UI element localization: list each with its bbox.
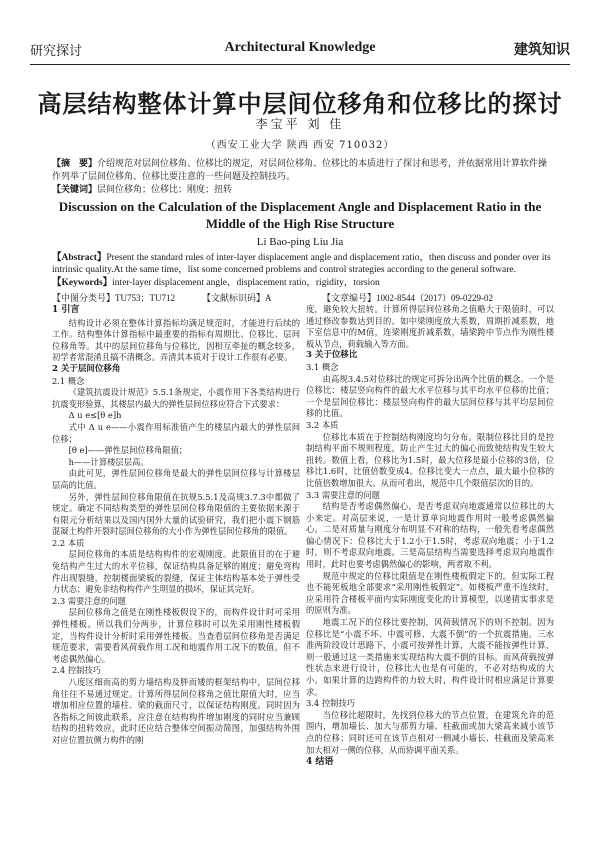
doc-code: 【文献标识码】A [202, 293, 272, 303]
paragraph: 位移比本质在于控制结构刚度均匀分布。限制位移比目的是控制结构平面不规则程度，防止产生过大的偏心而致使结构发生较大扭转。数值上看，位移比为1.5时，最大位移是最小位移的3倍，位移比1.6时，比值倍数变成4。位移比变大一点点，最大最小位移的比值倍数增加很大。从而可看出，规范中几个限值层次的目的。 [306, 431, 554, 488]
paper-title: 高层结构整体计算中层间位移角和位移比的探讨 [37, 89, 563, 118]
paragraph: 规范中规定的位移比限值是在刚性楼板假定下的。但实际工程也不能死板地全部要求“采用刚性板假定”。如楼板严重不连续时，应采用符合楼板平面内实际刚度变化的计算模型，以递猜实事求是的原则为准。 [306, 570, 554, 616]
keywords-en [52, 277, 552, 289]
paragraph: 当位移比超限时，先找到位移大的节点位置，在建筑允许的范围内，增加墙长、加大与那剪力墙、柱截面或加大梁高来减小该节点的位移；同时还可在该节点相对一侧减小墙长、柱截面及梁高来加大相对一侧的位移，从而协调平面关系。 [306, 709, 554, 755]
section-heading: 2 关于层间位移角 [52, 363, 121, 374]
paragraph: 结构是否考虑偶然偏心，是否考虑双向地震通常以位移比的大小来定。对高层来说，一是计算单向地震作用时一般考虑偶然偏心。二是对质量与刚度分布明显不对称的结构，一般先看考虑偶然偏心情况下：位移比大于1.2小于1.5时，考虑双向地震；小于1.2时，则不考虑双向地震。三是高层结构当需要选择考虑双向地震作用时，此时也要考虑偶然偏心的影响，两者取不利。 [306, 501, 554, 570]
abstract-zh-text: 介绍规范对层间位移角、位移比的规定，对层间位移角、位移比的本质进行了探讨和思考，并依据常用计算软件操作列举了层间位移角、位移比要注意的一些问题及控制技巧。 [52, 159, 548, 182]
header-section-label: 研究探讨 [30, 44, 83, 59]
header-journal-name: Architectural Knowledge [224, 40, 376, 55]
subsection-heading: 2.1 概念 [52, 375, 85, 386]
header-divider [30, 64, 570, 65]
subsection-heading: 2.2 本质 [52, 537, 85, 548]
header-journal-cn: 建筑知识 [514, 42, 570, 58]
subsection-heading: 2.4 控制技巧 [52, 665, 102, 676]
abstract-en [52, 252, 552, 276]
paragraph: 度，避免较大扭转。计算所得层间位移角之值略大于限值时，可以通过修改参数达到目的。如中梁刚度放大系数，周期折减系数，地下室信息中的M值，连梁刚度折减系数，墙梁跨中节点作为刚性楼板从节点，荷载输入等方面。 [306, 304, 554, 349]
paragraph: 式中 Δ u e——小震作用标准值产生的楼层内最大的弹性层间位移； [52, 421, 300, 444]
paragraph: [θ e]——弹性层间位移角限值； [68, 445, 188, 456]
abstract-en-text: Present the standard rules of inter-layer displacement angle and displacement ratio，then discuss and ponder over its intrinsic quality.At the same time，list some concerned problems and control strategies according to the general software. [52, 253, 551, 275]
paper-authors-en: Li Bao-ping Liu Jia [256, 236, 344, 248]
abstract-zh-label: 【摘 要】 [52, 159, 98, 169]
left-column [52, 304, 300, 747]
paragraph: 层间位移角之值是在刚性楼板假设下的，而构件设计时可采用弹性楼板。所以我们分两步，计算位移时可以先采用刚性楼板假定，当构件设计分析时采用弹性楼板。当查看层间位移角是否满足规范要求，需要看风荷载作用工况和地震作用工况下的数值，但不考虑偶然偏心。 [52, 607, 300, 664]
paragraph: 另外，弹性层间位移角限值在抗规5.5.1及高规3.7.3中都做了规定。确定不同结构类型的弹性层间位移角限值的主要依据来源于有限元分析结果以及国内国外大量的试验研究，我们把小震下钢筋混凝土构件开裂时层间位移角的大小作为弹性层间位移角的限值。 [52, 491, 300, 537]
keywords-zh-label: 【关键词】 [52, 185, 98, 195]
paragraph: 《建筑抗震设计规范》5.5.1条规定，小震作用下各类结构进行抗震变形验算，其楼层内最大的弹性层间位移应符合下式要求： [52, 387, 300, 409]
keywords-en-label: 【Keywords】 [52, 278, 113, 288]
formula: Δ u e≤[θ e]h [68, 410, 122, 421]
section-heading: 3 关于位移比 [306, 350, 358, 361]
paragraph: 结构设计必须在整体计算指标均满足规范时，才能进行后续的工作。结构整体计算指标中最重要的指标有周期比、位移比、层间位移角等。其中的层间位移角与位移比，因相互牵扯的概念较多，初学者常混淆且搞不清概念。弄清其本质对于设计工作很有必要。 [52, 317, 300, 363]
subsection-heading: 3.2 本质 [306, 419, 339, 430]
paragraph: 由高规3.4.5对位移比的规定可拆分出两个比值的概念。一个是位移比：楼层竖向构件的最大水平位移与其平均水平位移的比值；一个是层间位移比：楼层竖向构件的最大层间位移与其平均层间位移的比值。 [306, 373, 554, 419]
abstract-en-label: 【Abstract】 [52, 253, 107, 263]
keywords-zh-text: 层间位移角；位移比；刚度；扭转 [97, 185, 233, 195]
keywords-zh [52, 184, 552, 197]
paper-title-en: Discussion on the Calculation of the Displacement Angle and Displacement Ratio in the Middle of the High Rise Structure [58, 199, 542, 231]
paper-authors: 李宝平 刘 佳 [255, 117, 345, 131]
subsection-heading: 3.1 概念 [306, 361, 339, 372]
running-header [30, 38, 570, 60]
paragraph: h——计算楼层层高。 [68, 456, 149, 467]
paragraph: 八度区细而高的剪力墙结构及胖而矮的框架结构中，层间位移角往往不易通过规定。计算所得层间位移角之值比限值大时，应当增加相应位置的墙柱、梁的截面尺寸，以保证结构刚度。同时因为各指标之间彼此联系，应注意在结构构件增加刚度的同时应当兼顾结构的扭转效应，此时还应结合整体空间振动简图，加强结构外围对应位置抗侧力构件的刚 [52, 677, 300, 745]
subsection-heading: 3.3 需要注意的问题 [306, 489, 380, 500]
subsection-heading: 3.4 控制技巧 [306, 698, 356, 709]
paragraph: 地震工况下的位移比要控制，风荷载情况下的则不控制。因为位移比是“小震不坏、中震可修、大震不倒”的一个抗震措施。三水准两阶段设计思路下，小震可按弹性计算，大震不能按弹性计算，则一般通过这一类措施来实现结构大震不倒的目标。而风荷载按弹性状态来进行设计，位移比大也是有可能的，不必对结构成的大小。如果计算的边跨构件的力较大时，构件设计时相应满足计算要求。 [306, 617, 554, 697]
paragraph: 层间位移角的本质是结构构件的宏观刚度。此限值目的在于避免结构产生过大的水平位移，保证结构具备足够的刚度；避免弯构件出现裂缝，控制楼面梁板的裂缝，保证主体结构基本处于弹性受力状态；避免非结构构件产生明显的损坏，保证其完好。 [52, 549, 300, 595]
subsection-heading: 2.3 需要注意的问题 [52, 595, 126, 606]
article-code: 【文章编号】1002-8544（2017）09-0229-02 [322, 293, 493, 303]
classification-codes [52, 291, 552, 304]
right-column [306, 304, 554, 770]
clc-code: 【中图分类号】TU753；TU712 [52, 293, 175, 303]
paragraph: 由此可见，弹性层间位移角是最大的弹性层间位移与计算楼层层高的比值。 [52, 468, 300, 490]
section-heading: 1 引言 [52, 305, 80, 315]
abstract-zh [52, 158, 552, 184]
keywords-en-text: inter-layer displacement angle，displacement ratio，rigidity，torsion [112, 278, 380, 288]
section-heading: 4 结语 [306, 757, 334, 768]
paper-affiliation: （西安工业大学 陕西 西安 710032） [205, 140, 395, 151]
